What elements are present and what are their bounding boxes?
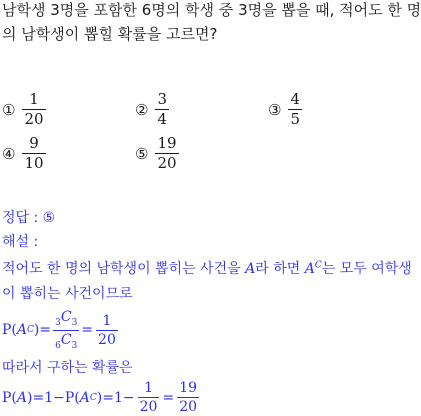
prob-symbol: P (2, 389, 12, 406)
denominator: 20 (24, 110, 44, 128)
choice-1[interactable] (2, 92, 46, 127)
explanation-text: 적어도 한 명의 남학생이 뽑히는 사건을 (2, 261, 246, 277)
choice-5[interactable] (135, 136, 179, 171)
denominator: 20 (179, 399, 198, 415)
result-fraction (96, 314, 118, 347)
denominator: 10 (24, 154, 44, 172)
numerator: 19 (157, 134, 177, 152)
explanation-line-2: 이 뽑히는 사건이므로 (2, 286, 133, 302)
numerator: 19 (179, 380, 198, 396)
denominator: 4 (157, 110, 167, 128)
explanation-label: 해설 : (2, 234, 39, 250)
event-symbol: A (16, 389, 28, 406)
explanation-text: 는 모두 여학생 (321, 261, 412, 277)
complement-superscript: C (314, 260, 322, 271)
choice-fraction (22, 136, 45, 171)
denominator: 5 (290, 110, 300, 128)
numerator: 1 (102, 312, 112, 329)
choice-2[interactable] (135, 92, 169, 127)
choice-marker: ② (135, 100, 149, 119)
event-symbol: A (245, 261, 256, 277)
explanation-line-3: 따라서 구하는 확률은 (2, 360, 133, 376)
choice-marker: ④ (2, 144, 16, 163)
numerator: 4 (290, 90, 300, 108)
equation-2: P ( A )= 1 − P ( A C )= 1 − $\frac{1}{20}$ = $\frac{19}{20}$ (2, 380, 198, 415)
combination-fraction (53, 310, 79, 351)
numerator: $_3C_3$ (55, 309, 78, 328)
choice-fraction (22, 92, 45, 127)
choice-fraction (288, 92, 302, 127)
denominator: 20 (98, 331, 116, 348)
choice-fraction (155, 92, 169, 127)
choice-marker: ③ (268, 100, 282, 119)
event-symbol: A (304, 261, 315, 277)
question-line-1: 남학생 3명을 포함한 6명의 학생 중 3명을 뽑을 때, 적어도 한 명 (2, 1, 421, 19)
equation-1: P ( A C )= $\frac{_3C_3}{_6C_3}$ = $\frac{1}{20}$ (2, 309, 116, 351)
choice-3[interactable] (268, 92, 302, 127)
explanation-text: 라 하면 (255, 261, 305, 277)
numerator: 1 (29, 90, 39, 108)
event-symbol: A (16, 322, 28, 339)
choice-marker: ① (2, 100, 16, 119)
denominator: $_6C_3$ (55, 331, 78, 351)
question-line-2: 의 남학생이 뽑힐 확률을 고르면? (2, 25, 218, 43)
numerator: 3 (157, 90, 167, 108)
prob-symbol: P (2, 322, 12, 339)
subtracted-fraction (138, 381, 160, 414)
complement-superscript: C (89, 392, 97, 403)
final-fraction (177, 381, 199, 414)
answer-label: 정답 : ⑤ (2, 210, 56, 226)
choice-marker: ⑤ (135, 144, 149, 163)
denominator: 20 (157, 154, 177, 172)
denominator: 20 (139, 399, 158, 415)
explanation-line-1 (2, 258, 412, 278)
prob-symbol: P (64, 389, 75, 406)
complement-superscript: C (27, 325, 34, 336)
numerator: 9 (29, 134, 39, 152)
numerator: 1 (144, 380, 154, 396)
choice-fraction (155, 136, 178, 171)
choice-4[interactable] (2, 136, 46, 171)
event-symbol: A (79, 389, 90, 406)
